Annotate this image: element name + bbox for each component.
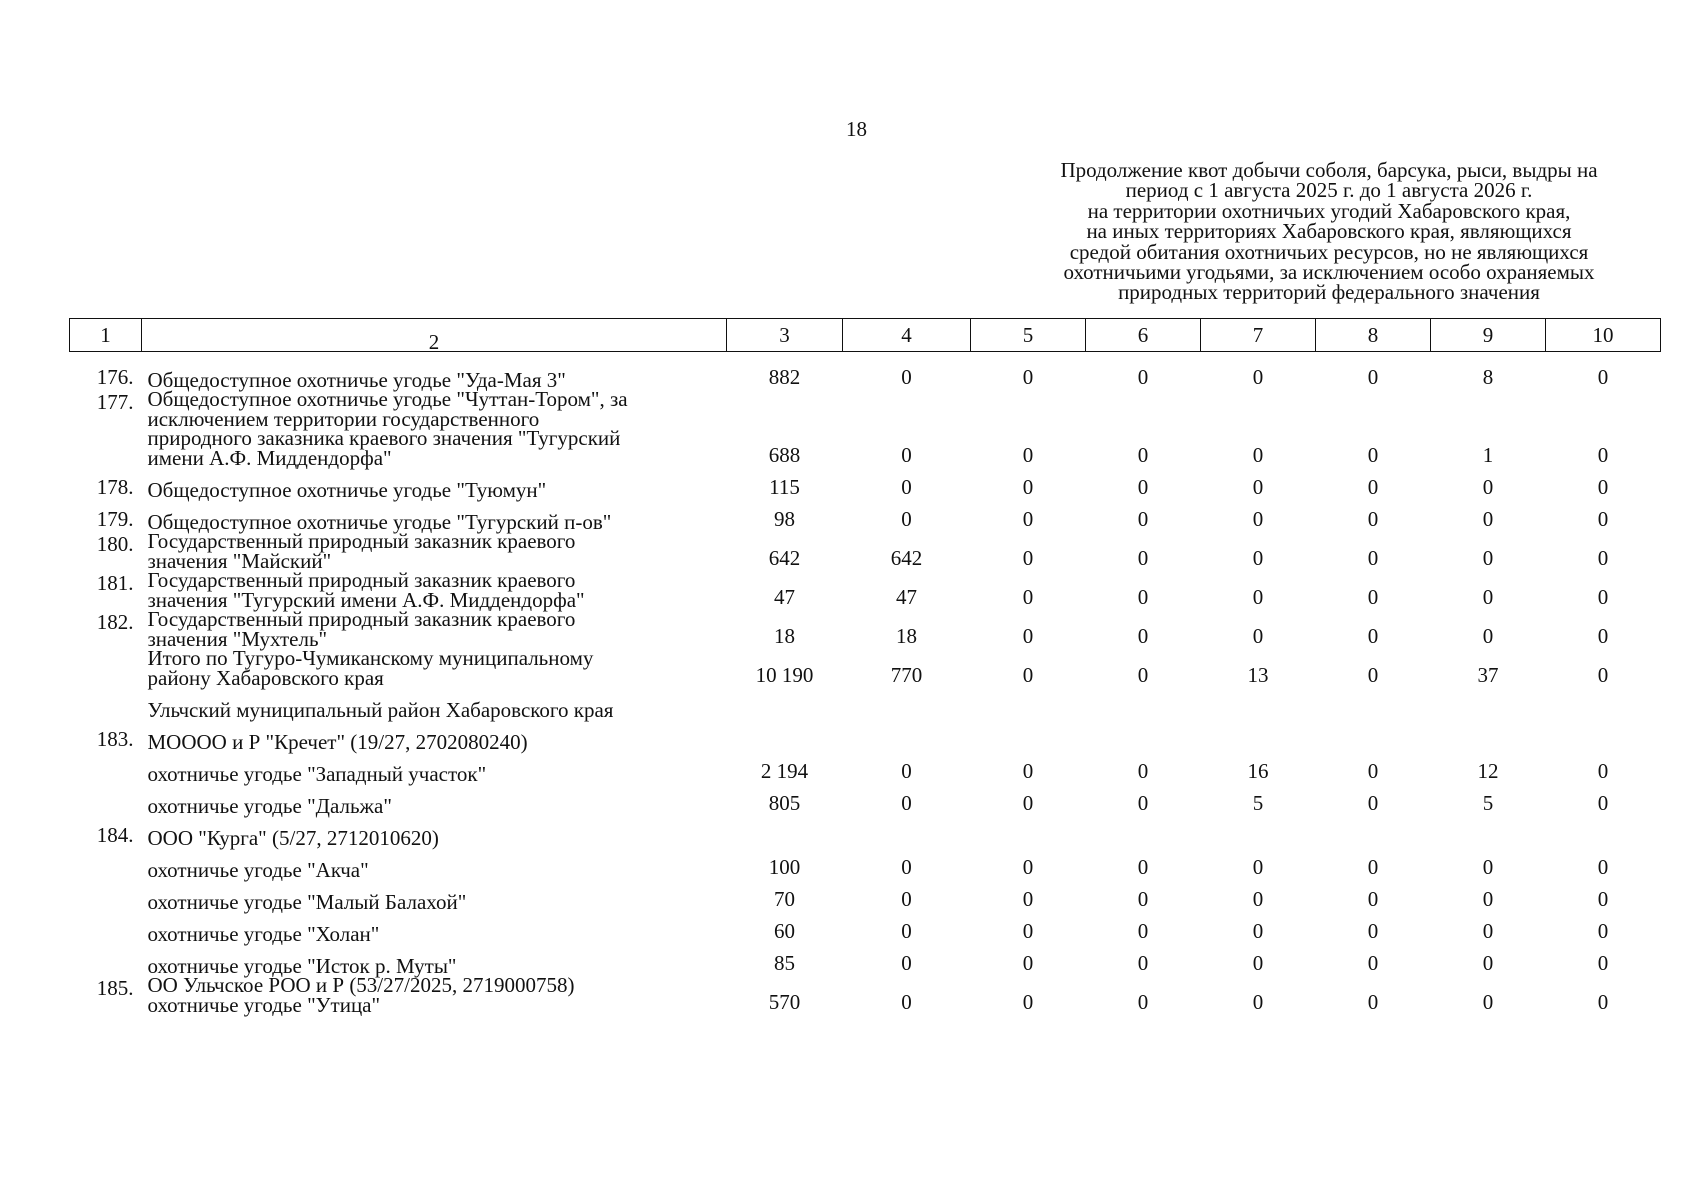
table-row [70,532,1661,571]
value-col-9: 0 [1482,546,1494,570]
value-col-10: 0 [1597,759,1609,783]
value-col-5: 0 [1022,791,1034,815]
row-number [70,944,142,976]
table-row [70,468,1661,500]
table-row [70,912,1661,944]
table-row [70,848,1661,880]
value-col-6 [1086,688,1201,720]
row-name-line: Государственный природный заказник краевого [147,529,576,553]
value-col-7: 0 [1252,919,1264,943]
table-row [70,976,1661,1015]
row-number [70,752,142,784]
row-name [142,358,727,390]
column-header-8: 8 [1316,319,1431,352]
value-col-5: 0 [1022,365,1034,389]
value-col-6: 0 [1137,624,1149,648]
value-col-6: 0 [1137,919,1149,943]
value-col-7: 0 [1252,624,1264,648]
row-name-line: Государственный природный заказник краевого [147,568,576,592]
value-col-8: 0 [1367,507,1379,531]
row-number: 180. [96,532,134,556]
row-name-line: Итого по Тугуро-Чумиканскому муниципальному [147,646,594,670]
row-name-line: Общедоступное охотничье угодье "Чуттан-Тором", за [147,387,628,411]
value-col-6: 0 [1137,585,1149,609]
row-name-line: охотничье угодье "Утица" [147,992,381,1017]
row-name-line: Общедоступное охотничье угодье "Туюмун" [147,477,547,502]
row-name [142,848,727,880]
value-col-10 [1546,816,1661,848]
value-col-10: 0 [1597,475,1609,499]
caption-line: средой обитания охотничьих ресурсов, но не являющихся [1069,239,1589,264]
value-col-10: 0 [1597,443,1609,467]
value-col-5: 0 [1022,919,1034,943]
value-col-4: 0 [901,919,912,943]
row-number [70,880,142,912]
value-col-3: 10 190 [755,663,814,687]
value-col-8: 0 [1367,791,1379,815]
value-col-5: 0 [1022,507,1034,531]
value-col-9: 0 [1482,887,1494,911]
value-col-8: 0 [1367,759,1379,783]
value-col-5: 0 [1022,951,1034,975]
value-col-7: 0 [1252,443,1264,467]
value-col-9: 12 [1477,759,1499,783]
value-col-3: 805 [768,791,801,815]
row-name-line: охотничье угодье "Холан" [147,921,380,946]
row-name [142,784,727,816]
caption-line: на иных территориях Хабаровского края, являющихся [1086,219,1572,244]
table-row [70,649,1661,688]
value-col-4: 0 [901,365,912,389]
row-name-line: Общедоступное охотничье угодье "Тугурский п-ов" [147,509,612,534]
value-col-6: 0 [1137,990,1149,1014]
caption-line: охотничьими угодьями, за исключением особо охраняемых [1063,260,1595,285]
row-number: 181. [96,571,134,595]
value-col-8 [1316,720,1431,752]
table-row [70,784,1661,816]
row-name-line: значения "Майский" [147,548,332,573]
value-col-8: 0 [1367,990,1379,1014]
value-col-9 [1431,720,1546,752]
row-name [142,720,727,752]
value-col-9: 5 [1482,791,1494,815]
value-col-6 [1086,816,1201,848]
value-col-4: 0 [901,887,912,911]
value-col-7 [1201,688,1316,720]
value-col-8 [1316,816,1431,848]
value-col-3: 688 [768,443,801,467]
value-col-6: 0 [1137,443,1149,467]
value-col-10: 0 [1597,791,1609,815]
value-col-3: 100 [768,855,801,879]
value-col-7: 0 [1252,855,1264,879]
row-name [142,973,727,1017]
row-name-line: имени А.Ф. Миддендорфа" [147,445,392,470]
column-header-7: 7 [1201,319,1316,352]
row-name-line: охотничье угодье "Западный участок" [147,761,487,786]
caption-line: Продолжение квот добычи соболя, барсука, рыси, выдры на [1060,158,1598,182]
row-number [70,784,142,816]
table-row [70,500,1661,532]
row-name [142,607,727,651]
value-col-4 [843,688,971,720]
value-col-3: 47 [774,585,795,609]
row-name [142,468,727,500]
value-col-7: 0 [1252,507,1264,531]
value-col-10: 0 [1597,855,1609,879]
column-header-10: 10 [1546,319,1661,352]
row-name-line: МОООО и Р "Кречет" (19/27, 2702080240) [147,729,528,754]
value-col-5: 0 [1022,585,1034,609]
value-col-10: 0 [1597,624,1609,648]
row-name [142,529,727,573]
table-header-row [70,319,1661,352]
row-number [70,912,142,944]
value-col-5 [971,720,1086,752]
value-col-9: 0 [1482,585,1494,609]
row-name-line: значения "Мухтель" [147,626,328,651]
value-col-6: 0 [1137,759,1149,783]
row-name-line: охотничье угодье "Акча" [147,857,369,882]
value-col-7: 16 [1247,759,1269,783]
value-col-6: 0 [1137,365,1149,389]
table-row [70,571,1661,610]
value-col-7: 0 [1252,365,1264,389]
value-col-9: 0 [1482,507,1494,531]
value-col-5: 0 [1022,546,1034,570]
table-row [70,610,1661,649]
value-col-5: 0 [1022,443,1034,467]
value-col-3: 2 194 [760,759,809,783]
row-number: 176. [96,365,134,389]
table-row [70,688,1661,720]
value-col-7: 13 [1247,663,1269,687]
value-col-9 [1431,688,1546,720]
value-col-3: 642 [768,546,801,570]
row-name-line: Государственный природный заказник краевого [147,607,576,631]
value-col-7: 0 [1252,585,1264,609]
value-col-8: 0 [1367,365,1379,389]
value-col-3: 85 [774,951,795,975]
column-header-4: 4 [843,319,971,352]
table-row [70,390,1661,468]
value-col-6: 0 [1137,546,1149,570]
value-col-4: 770 [890,663,923,687]
value-col-10: 0 [1597,663,1609,687]
value-col-4: 0 [901,443,912,467]
row-name-line: ОО Ульчское РОО и Р (53/27/2025, 2719000758) [147,973,575,997]
table-caption [1004,160,1654,303]
table-row [70,752,1661,784]
value-col-4: 0 [901,791,912,815]
caption-line: на территории охотничьих угодий Хабаровского края, [1087,198,1571,223]
row-number: 183. [96,727,134,751]
row-number [70,649,142,688]
value-col-5: 0 [1022,663,1034,687]
value-col-3: 570 [768,990,801,1014]
value-col-4 [843,816,971,848]
value-col-5: 0 [1022,990,1034,1014]
row-name [142,500,727,532]
value-col-10: 0 [1597,919,1609,943]
value-col-8: 0 [1367,663,1379,687]
value-col-4 [843,720,971,752]
value-col-6: 0 [1137,791,1149,815]
row-name [142,568,727,612]
value-col-9 [1431,816,1546,848]
value-col-3: 70 [774,887,795,911]
value-col-3 [727,720,843,752]
value-col-9: 37 [1477,663,1499,687]
column-header-1: 1 [70,319,142,352]
value-col-9: 0 [1482,990,1494,1014]
column-header-5: 5 [971,319,1086,352]
caption-line: период с 1 августа 2025 г. до 1 августа 2026 г. [1125,178,1533,203]
value-col-3: 882 [768,365,801,389]
value-col-5 [971,816,1086,848]
column-header-3: 3 [727,319,843,352]
value-col-6: 0 [1137,663,1149,687]
value-col-8 [1316,688,1431,720]
row-name-line: охотничье угодье "Малый Балахой" [147,889,467,914]
value-col-6: 0 [1137,855,1149,879]
value-col-9: 0 [1482,919,1494,943]
row-number: 178. [96,475,134,499]
value-col-6: 0 [1137,475,1149,499]
value-col-3: 115 [769,475,800,499]
value-col-8: 0 [1367,919,1379,943]
row-name [142,880,727,912]
value-col-3 [727,816,843,848]
row-name [142,646,727,690]
column-header-9: 9 [1431,319,1546,352]
value-col-3: 98 [774,507,795,531]
value-col-7: 0 [1252,887,1264,911]
row-name-line: охотничье угодье "Исток р. Муты" [147,953,457,978]
value-col-5: 0 [1022,475,1034,499]
value-col-4: 0 [901,507,912,531]
value-col-9: 0 [1482,624,1494,648]
value-col-6 [1086,720,1201,752]
value-col-10: 0 [1597,887,1609,911]
value-col-7 [1201,816,1316,848]
value-col-4: 0 [901,951,912,975]
value-col-9: 8 [1482,365,1494,389]
row-number [70,688,142,720]
value-col-7: 5 [1252,791,1264,815]
row-name-line: значения "Тугурский имени А.Ф. Миддендорфа" [147,587,585,612]
row-name [142,752,727,784]
value-col-5: 0 [1022,855,1034,879]
value-col-10: 0 [1597,507,1609,531]
row-number: 177. [96,390,134,414]
value-col-8: 0 [1367,887,1379,911]
value-col-7: 0 [1252,546,1264,570]
quota-table [69,318,1661,1015]
value-col-4: 0 [901,475,912,499]
value-col-5: 0 [1022,759,1034,783]
row-number: 185. [96,976,134,1000]
value-col-8: 0 [1367,475,1379,499]
table-row [70,358,1661,390]
row-number: 179. [96,507,134,531]
row-name-line: Ульчский муниципальный район Хабаровского края [147,697,614,722]
value-col-6: 0 [1137,507,1149,531]
value-col-4: 18 [896,624,917,648]
value-col-9: 1 [1482,443,1494,467]
value-col-7: 0 [1252,475,1264,499]
value-col-7 [1201,720,1316,752]
value-col-8: 0 [1367,624,1379,648]
table-row [70,720,1661,752]
value-col-10: 0 [1597,990,1609,1014]
row-name [142,944,727,976]
value-col-4: 0 [901,855,912,879]
value-col-4: 47 [896,585,917,609]
row-name [142,912,727,944]
value-col-9: 0 [1482,951,1494,975]
value-col-8: 0 [1367,951,1379,975]
value-col-10: 0 [1597,951,1609,975]
row-name [142,688,727,720]
column-header-2: 2 [142,319,727,352]
row-name [142,816,727,848]
value-col-7: 0 [1252,990,1264,1014]
table-row [70,944,1661,976]
row-name-line: охотничье угодье "Дальжа" [147,793,392,818]
row-name-line: району Хабаровского края [147,665,384,690]
value-col-3: 60 [774,919,795,943]
value-col-9: 0 [1482,475,1494,499]
value-col-10: 0 [1597,585,1609,609]
row-number: 184. [96,823,134,847]
value-col-8: 0 [1367,443,1379,467]
value-col-8: 0 [1367,855,1379,879]
row-number [70,848,142,880]
page-number: 18 [846,117,867,141]
value-col-5: 0 [1022,887,1034,911]
value-col-10: 0 [1597,546,1609,570]
row-name-line: исключением территории государственного [147,406,540,431]
value-col-4: 0 [901,990,912,1014]
value-col-4: 0 [901,759,912,783]
value-col-7: 0 [1252,951,1264,975]
table-row [70,880,1661,912]
value-col-9: 0 [1482,855,1494,879]
value-col-8: 0 [1367,585,1379,609]
value-col-6: 0 [1137,887,1149,911]
value-col-8: 0 [1367,546,1379,570]
table-row [70,816,1661,848]
row-name-line: ООО "Курга" (5/27, 2712010620) [147,825,439,850]
value-col-10 [1546,720,1661,752]
value-col-3 [727,688,843,720]
value-col-4: 642 [890,546,923,570]
row-number: 182. [96,610,134,634]
value-col-10 [1546,688,1661,720]
value-col-3: 18 [774,624,795,648]
caption-line: природных территорий федерального значения [1118,280,1540,305]
value-col-10: 0 [1597,365,1609,389]
column-header-6: 6 [1086,319,1201,352]
value-col-5: 0 [1022,624,1034,648]
value-col-5 [971,688,1086,720]
value-col-6: 0 [1137,951,1149,975]
row-name [142,387,727,470]
row-name-line: природного заказника краевого значения "Тугурский [147,426,621,450]
table-body [70,352,1661,1016]
row-name-line: Общедоступное охотничье угодье "Уда-Мая 3" [147,367,566,392]
